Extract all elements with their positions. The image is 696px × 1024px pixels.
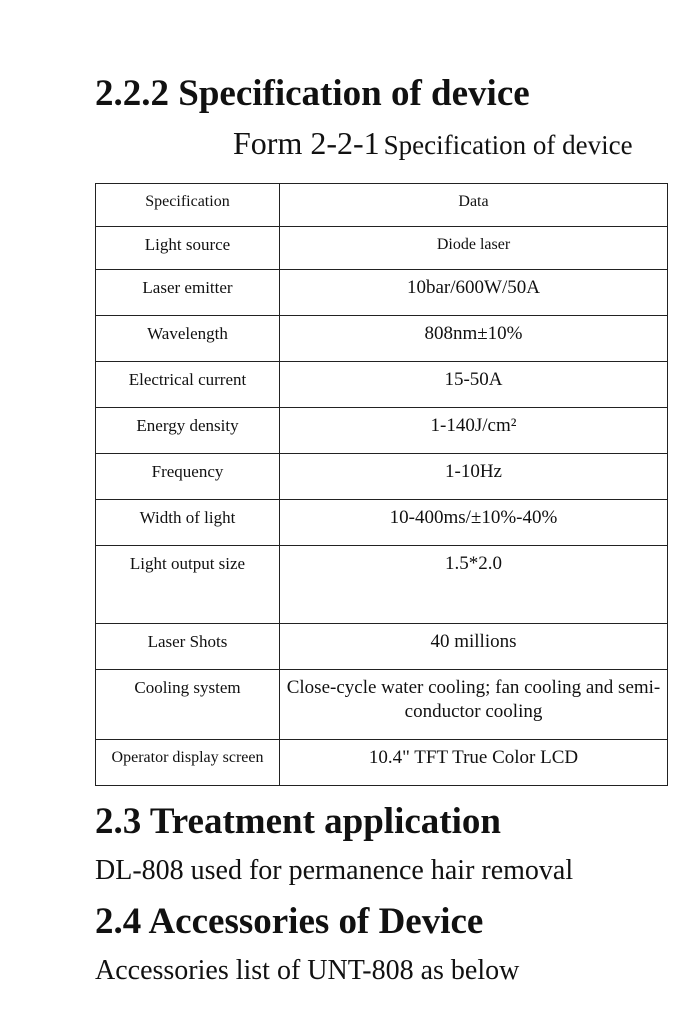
table-row [96, 362, 668, 408]
specification-table [95, 183, 668, 786]
row-value: Close-cycle water cooling; fan cooling and semi-conductor cooling [280, 670, 668, 740]
row-label: Width of light [96, 500, 280, 546]
row-label: Electrical current [96, 362, 280, 408]
row-label: Laser Shots [96, 624, 280, 670]
row-label: Energy density [96, 408, 280, 454]
row-value: 15-50A [280, 362, 668, 408]
row-value: 1.5*2.0 [280, 546, 668, 624]
row-value: 10bar/600W/50A [280, 270, 668, 316]
row-label: Cooling system [96, 670, 280, 740]
form-number: Form 2-2-1 [233, 125, 380, 161]
row-value: Diode laser [280, 227, 668, 270]
table-row [96, 454, 668, 500]
table-row [96, 546, 668, 624]
table-row [96, 316, 668, 362]
table-header-row [96, 184, 668, 227]
header-cell-data: Data [280, 184, 668, 227]
section-heading-accessories: 2.4 Accessories of Device [95, 901, 484, 942]
row-label: Operator display screen [96, 740, 280, 786]
row-label: Light output size [96, 546, 280, 624]
row-value: 40 millions [280, 624, 668, 670]
form-title: Specification of device [383, 130, 633, 160]
section-heading-specification: 2.2.2 Specification of device [95, 73, 530, 114]
table-row [96, 624, 668, 670]
row-value: 808nm±10% [280, 316, 668, 362]
row-value: 1-10Hz [280, 454, 668, 500]
header-cell-specification: Specification [96, 184, 280, 227]
form-caption [233, 127, 633, 159]
table-row [96, 670, 668, 740]
table-row [96, 408, 668, 454]
table-row [96, 270, 668, 316]
treatment-description: DL-808 used for permanence hair removal [95, 855, 574, 886]
accessories-description: Accessories list of UNT-808 as below [95, 955, 520, 986]
row-value: 10-400ms/±10%-40% [280, 500, 668, 546]
section-heading-treatment: 2.3 Treatment application [95, 801, 501, 842]
row-value: 1-140J/cm² [280, 408, 668, 454]
table-row [96, 227, 668, 270]
row-label: Wavelength [96, 316, 280, 362]
table-row [96, 740, 668, 786]
table-row [96, 500, 668, 546]
row-value: 10.4" TFT True Color LCD [280, 740, 668, 786]
row-label: Frequency [96, 454, 280, 500]
row-label: Light source [96, 227, 280, 270]
row-label: Laser emitter [96, 270, 280, 316]
